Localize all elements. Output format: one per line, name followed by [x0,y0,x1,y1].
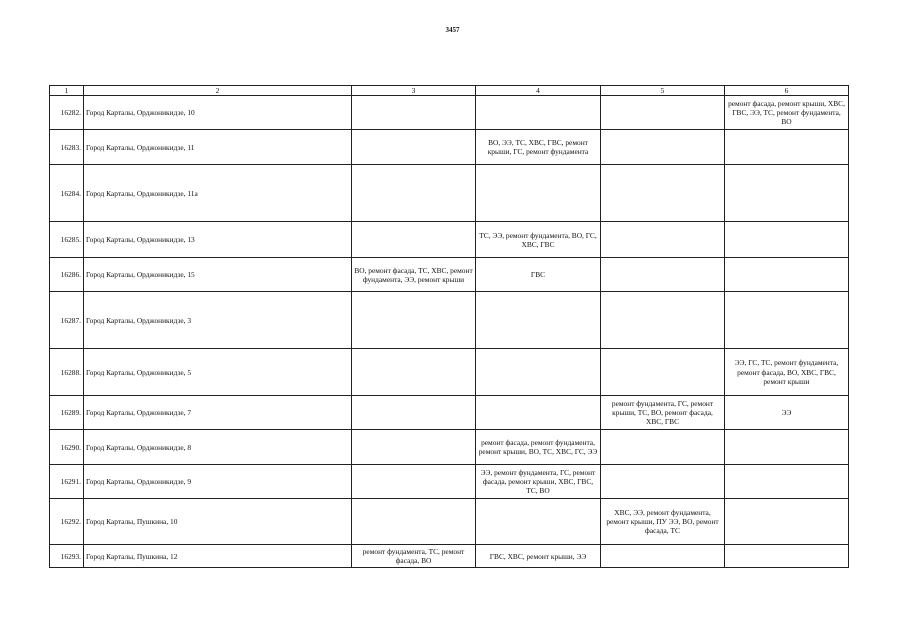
row-col5 [601,165,725,222]
row-col4 [476,499,601,545]
table-row [50,165,849,222]
row-number: 16284. [50,165,84,222]
row-col5 [601,430,725,465]
row-col3 [352,96,476,130]
row-col6 [725,499,849,545]
row-col4 [476,96,601,130]
page-number: 3457 [445,26,460,34]
row-col6 [725,130,849,165]
table-row [50,222,849,258]
column-header-1: 1 [50,86,84,96]
row-col6 [725,165,849,222]
row-col4 [476,349,601,396]
row-address: Город Карталы, Орджоникидзе, 15 [84,258,352,292]
row-number: 16282. [50,96,84,130]
column-header-5: 5 [601,86,725,96]
row-col3 [352,165,476,222]
row-col4: ГВС [476,258,601,292]
row-address: Город Карталы, Орджоникидзе, 3 [84,292,352,349]
row-col4 [476,292,601,349]
row-col3 [352,130,476,165]
table-row [50,465,849,499]
row-col5: ХВС, ЭЭ, ремонт фундамента, ремонт крыши, ПУ ЭЭ, ВО, ремонт фасада, ТС [601,499,725,545]
row-address: Город Карталы, Орджоникидзе, 11 [84,130,352,165]
row-number: 16291. [50,465,84,499]
row-col5 [601,258,725,292]
row-number: 16290. [50,430,84,465]
row-col6: ЭЭ, ГС, ТС, ремонт фундамента, ремонт фасада, ВО, ХВС, ГВС, ремонт крыши [725,349,849,396]
row-number: 16292. [50,499,84,545]
table-row [50,130,849,165]
row-col6 [725,430,849,465]
row-address: Город Карталы, Орджоникидзе, 9 [84,465,352,499]
works-table [49,85,849,568]
table-row [50,430,849,465]
table-row [50,292,849,349]
row-address: Город Карталы, Орджоникидзе, 5 [84,349,352,396]
row-address: Город Карталы, Пушкина, 10 [84,499,352,545]
row-col3 [352,222,476,258]
row-col5 [601,465,725,499]
row-address: Город Карталы, Орджоникидзе, 7 [84,396,352,430]
row-col4: ГВС, ХВС, ремонт крыши, ЭЭ [476,545,601,568]
row-col6 [725,292,849,349]
row-number: 16289. [50,396,84,430]
column-header-2: 2 [84,86,352,96]
row-col4 [476,165,601,222]
row-col3 [352,430,476,465]
table-row [50,96,849,130]
row-col4: ТС, ЭЭ, ремонт фундамента, ВО, ГС, ХВС, ГВС [476,222,601,258]
row-address: Город Карталы, Орджоникидзе, 8 [84,430,352,465]
table-row [50,545,849,568]
row-number: 16285. [50,222,84,258]
row-col5: ремонт фундамента, ГС, ремонт крыши, ТС, ВО, ремонт фасада, ХВС, ГВС [601,396,725,430]
row-col3 [352,292,476,349]
row-col6 [725,465,849,499]
row-col6 [725,222,849,258]
row-col5 [601,130,725,165]
row-col6: ремонт фасада, ремонт крыши, ХВС, ГВС, ЭЭ, ТС, ремонт фундамента, ВО [725,96,849,130]
row-number: 16287. [50,292,84,349]
row-col6 [725,258,849,292]
row-address: Город Карталы, Орджоникидзе, 11а [84,165,352,222]
row-col3 [352,499,476,545]
row-address: Город Карталы, Орджоникидзе, 10 [84,96,352,130]
row-col4: ЭЭ, ремонт фундамента, ГС, ремонт фасада, ремонт крыши, ХВС, ГВС, ТС, ВО [476,465,601,499]
table-row [50,396,849,430]
row-address: Город Карталы, Пушкина, 12 [84,545,352,568]
table-row [50,499,849,545]
column-header-4: 4 [476,86,601,96]
column-header-6: 6 [725,86,849,96]
row-col4: ВО, ЭЭ, ТС, ХВС, ГВС, ремонт крыши, ГС, ремонт фундамента [476,130,601,165]
row-col5 [601,349,725,396]
row-col3: ВО, ремонт фасада, ТС, ХВС, ремонт фундамента, ЭЭ, ремонт крыши [352,258,476,292]
row-number: 16288. [50,349,84,396]
row-number: 16286. [50,258,84,292]
row-col4 [476,396,601,430]
row-col3 [352,465,476,499]
column-number-header-row [50,86,849,96]
row-col5 [601,96,725,130]
row-col6 [725,545,849,568]
row-col4: ремонт фасада, ремонт фундамента, ремонт крыши, ВО, ТС, ХВС, ГС, ЭЭ [476,430,601,465]
row-number: 16283. [50,130,84,165]
table-row [50,258,849,292]
row-col5 [601,292,725,349]
row-col5 [601,222,725,258]
row-col3: ремонт фундамента, ТС, ремонт фасада, ВО [352,545,476,568]
row-address: Город Карталы, Орджоникидзе, 13 [84,222,352,258]
row-number: 16293. [50,545,84,568]
table-row [50,349,849,396]
row-col3 [352,396,476,430]
column-header-3: 3 [352,86,476,96]
row-col6: ЭЭ [725,396,849,430]
row-col3 [352,349,476,396]
row-col5 [601,545,725,568]
